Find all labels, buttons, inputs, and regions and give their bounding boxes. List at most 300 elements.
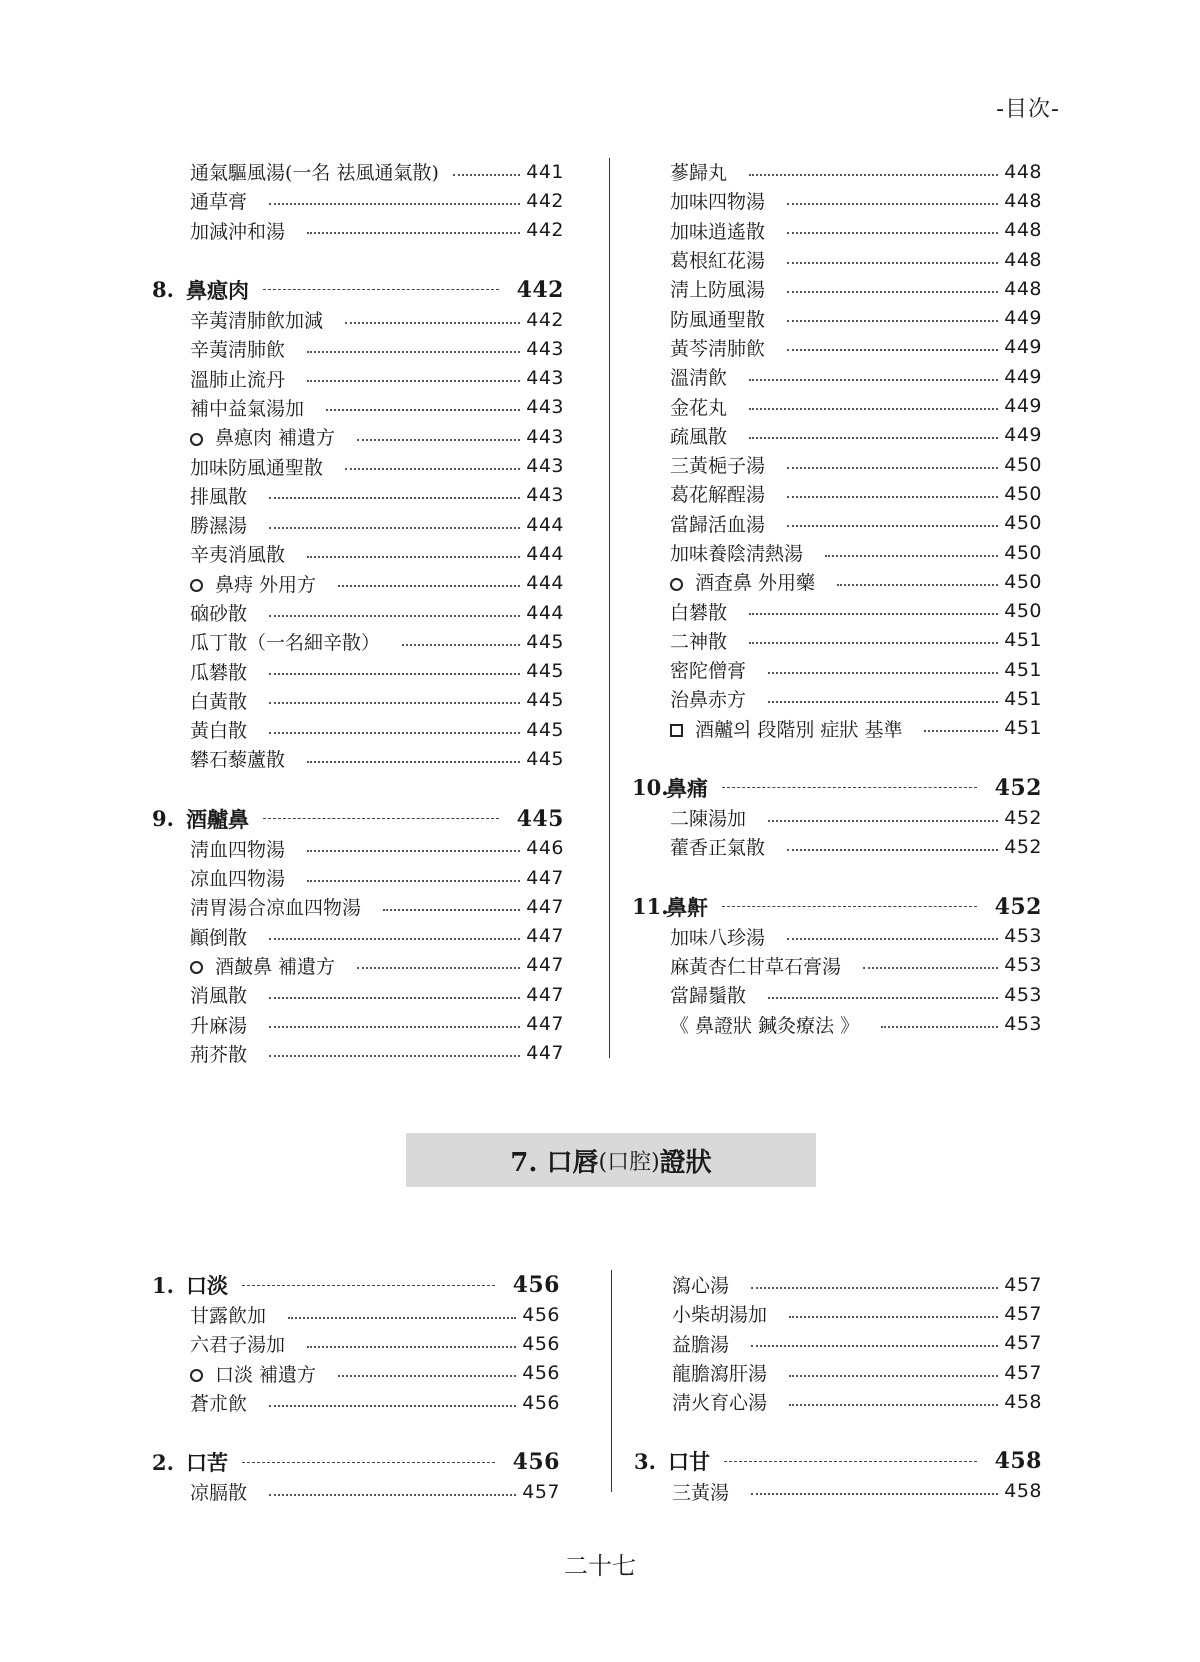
toc-entry-page: 443	[526, 455, 564, 478]
toc-entry-text: 加味四物湯	[670, 191, 766, 214]
toc-entry-text: 黃芩淸肺飮	[670, 337, 766, 360]
toc-entry-page: 447	[526, 866, 564, 889]
toc-entry	[632, 157, 1042, 186]
toc-entry	[632, 832, 1042, 861]
toc-entry-label	[152, 1478, 247, 1505]
toc-entry-text: 葛花解酲湯	[670, 484, 766, 507]
toc-entry-label	[632, 539, 803, 566]
toc-entry-page: 445	[526, 630, 564, 653]
toc-entry-page: 443	[526, 425, 564, 448]
dash-leader	[724, 1461, 977, 1462]
dot-leader	[749, 630, 998, 644]
chapter-title-suffix: 證狀	[659, 1147, 712, 1178]
toc-entry-text: 治鼻赤方	[670, 689, 747, 712]
toc-entry-text: 防風通聖散	[670, 308, 766, 331]
page-number: 二十七	[564, 1552, 636, 1580]
toc-entry-label	[632, 568, 815, 595]
toc-entry-text: 硇砂散	[190, 603, 248, 625]
toc-entry-text: 加味八珍湯	[670, 926, 766, 949]
toc-entry-page: 450	[1004, 512, 1042, 535]
dot-leader	[345, 310, 520, 324]
toc-entry	[632, 684, 1042, 713]
dot-leader	[269, 515, 520, 529]
dot-leader	[269, 720, 520, 734]
toc-entry-label	[152, 981, 247, 1008]
toc-entry	[632, 450, 1042, 479]
dot-leader	[787, 308, 998, 322]
dot-leader	[269, 1043, 520, 1057]
dash-leader	[242, 1285, 495, 1286]
toc-entry-page: 448	[1004, 189, 1042, 212]
toc-entry-label	[632, 393, 727, 420]
toc-entry-page: 448	[1004, 248, 1042, 271]
toc-entry-text: 溫肺止流丹	[190, 368, 286, 391]
toc-entry	[152, 569, 564, 598]
toc-entry-label	[152, 1040, 247, 1067]
section-page: 452	[994, 893, 1042, 920]
toc-entry	[152, 393, 564, 422]
toc-entry-label	[152, 1389, 247, 1416]
toc-column-bottom-right	[634, 1270, 1042, 1506]
dot-leader	[453, 162, 520, 176]
section-title: 口淡	[186, 1273, 228, 1298]
toc-entry-page: 443	[526, 367, 564, 390]
toc-entry	[632, 274, 1042, 303]
toc-entry-text: 排風散	[190, 485, 248, 508]
toc-entry-text: 龍膽瀉肝湯	[672, 1363, 768, 1386]
dot-leader	[357, 427, 520, 441]
toc-entry-label	[152, 511, 247, 538]
toc-entry-text: 葛根紅花湯	[670, 250, 766, 273]
dot-leader	[338, 1363, 516, 1377]
toc-entry-text: 升麻湯	[190, 1014, 248, 1037]
dot-leader	[269, 1482, 516, 1496]
toc-entry-page: 450	[1004, 570, 1042, 593]
toc-entry-page: 443	[526, 337, 564, 360]
toc-entry	[632, 186, 1042, 215]
dot-leader	[307, 368, 520, 382]
square-bullet-icon	[670, 724, 683, 737]
dot-leader	[751, 1333, 998, 1347]
dot-leader	[787, 455, 998, 469]
column-divider-bottom	[611, 1270, 612, 1492]
dot-leader	[269, 1014, 520, 1028]
dot-leader	[789, 1392, 998, 1406]
toc-entry	[634, 1476, 1042, 1505]
toc-entry-text: 酒査鼻 外用藥	[695, 572, 816, 595]
column-divider-top	[609, 158, 610, 1058]
toc-column-top-left	[152, 157, 564, 1068]
toc-entry	[152, 363, 564, 392]
toc-entry	[152, 892, 564, 921]
section-number: 3.	[634, 1448, 656, 1474]
dot-leader	[787, 191, 998, 205]
toc-entry-text: 蒼朮飮	[190, 1393, 248, 1416]
toc-entry	[152, 744, 564, 773]
toc-entry-label	[632, 833, 765, 860]
dot-leader	[307, 749, 520, 763]
dot-leader	[863, 955, 998, 969]
toc-entry-text: 淸胃湯合凉血四物湯	[190, 897, 362, 920]
dot-leader	[269, 1393, 516, 1407]
dot-leader	[357, 955, 520, 969]
toc-entry-page: 447	[526, 954, 564, 977]
toc-entry-label	[152, 952, 335, 979]
toc-section-heading	[152, 1447, 560, 1477]
toc-entry-label	[152, 335, 285, 362]
toc-entry-label	[152, 658, 247, 685]
toc-section-heading	[152, 275, 564, 305]
toc-entry-text: 通氣驅風湯(一名 祛風通氣散)	[190, 162, 439, 185]
toc-entry-text: 甘露飮加	[190, 1305, 267, 1328]
dot-leader	[787, 279, 998, 293]
toc-entry-label	[632, 627, 727, 654]
toc-entry	[634, 1270, 1042, 1299]
section-number: 8.	[152, 277, 174, 303]
toc-entry	[152, 510, 564, 539]
toc-entry	[632, 362, 1042, 391]
dot-leader	[269, 926, 520, 940]
toc-entry	[632, 567, 1042, 596]
toc-entry-label	[152, 217, 285, 244]
section-page: 456	[512, 1449, 560, 1476]
toc-entry-text: 辛荑淸肺飮	[190, 339, 286, 362]
toc-entry-page: 449	[1004, 336, 1042, 359]
toc-entry-label	[634, 1478, 729, 1505]
toc-entry	[152, 539, 564, 568]
section-title: 口甘	[668, 1449, 710, 1475]
toc-entry-text: 辛荑清肺飮加減	[190, 310, 324, 333]
toc-entry-page: 443	[526, 396, 564, 419]
dot-leader	[787, 513, 998, 527]
toc-entry-label	[632, 715, 902, 742]
dot-leader	[749, 601, 998, 615]
toc-entry-page: 451	[1004, 717, 1042, 740]
dot-leader	[749, 425, 998, 439]
toc-entry-label	[632, 923, 765, 950]
toc-entry-label	[632, 685, 746, 712]
toc-entry-label	[152, 835, 285, 862]
toc-entry-text: 三黃梔子湯	[670, 455, 766, 478]
dot-leader	[269, 485, 520, 499]
section-number: 9.	[152, 806, 174, 832]
page-header: -目次-	[996, 97, 1060, 122]
toc-entry-page: 447	[526, 983, 564, 1006]
toc-entry-label	[632, 952, 841, 979]
toc-entry-label	[632, 981, 746, 1008]
toc-entry-label	[634, 1388, 767, 1415]
toc-entry	[152, 451, 564, 480]
dot-leader	[768, 660, 998, 674]
dot-leader	[749, 367, 998, 381]
dot-leader	[881, 1014, 998, 1028]
toc-entry-text: 小柴胡湯加	[672, 1304, 768, 1327]
toc-entry-page: 442	[526, 189, 564, 212]
toc-entry	[634, 1387, 1042, 1416]
toc-entry	[632, 951, 1042, 980]
toc-entry	[632, 333, 1042, 362]
toc-section-heading	[632, 773, 1042, 803]
toc-entry-label	[152, 687, 247, 714]
toc-entry-text: 六君子湯加	[190, 1334, 286, 1357]
toc-entry-text: 補中益氣湯加	[190, 397, 305, 420]
toc-entry	[152, 627, 564, 656]
toc-entry-page: 450	[1004, 482, 1042, 505]
toc-entry-text: 礬石藜蘆散	[190, 749, 286, 772]
toc-entry-label	[632, 598, 727, 625]
dot-leader	[307, 838, 520, 852]
toc-entry	[632, 803, 1042, 832]
section-number: 2.	[152, 1449, 174, 1475]
toc-entry-label	[632, 305, 765, 332]
dot-leader	[787, 337, 998, 351]
toc-entry-page: 458	[1004, 1390, 1042, 1413]
toc-entry	[632, 479, 1042, 508]
circle-bullet-icon	[190, 1369, 203, 1382]
toc-entry	[632, 245, 1042, 274]
section-page: 458	[994, 1448, 1042, 1475]
toc-entry-label	[634, 1359, 767, 1386]
circle-bullet-icon	[190, 433, 203, 446]
toc-entry-page: 442	[526, 219, 564, 242]
toc-entry-page: 457	[522, 1480, 560, 1503]
toc-entry-text: 瓜礬散	[190, 661, 248, 684]
toc-entry-page: 447	[526, 1042, 564, 1065]
dot-leader	[269, 191, 520, 205]
toc-entry-page: 453	[1004, 954, 1042, 977]
toc-entry-text: 益膽湯	[672, 1333, 730, 1356]
toc-entry-page: 447	[526, 895, 564, 918]
toc-entry-page: 443	[526, 484, 564, 507]
dot-leader	[307, 220, 520, 234]
toc-entry-text: 麻黃杏仁甘草石膏湯	[670, 955, 842, 978]
toc-entry-label	[632, 422, 727, 449]
toc-entry-label	[152, 365, 285, 392]
toc-entry-page: 458	[1004, 1480, 1042, 1503]
toc-entry-page: 453	[1004, 925, 1042, 948]
dot-leader	[345, 456, 520, 470]
dot-leader	[924, 718, 998, 732]
toc-entry	[152, 334, 564, 363]
toc-entry-label	[634, 1300, 767, 1327]
dash-leader	[263, 818, 499, 819]
toc-entry-page: 456	[522, 1362, 560, 1385]
toc-entry	[152, 1009, 564, 1038]
toc-entry-label	[152, 306, 323, 333]
toc-entry-label	[152, 893, 361, 920]
toc-entry-text: 當歸鬚散	[670, 985, 747, 1008]
toc-entry-text: 疏風散	[670, 425, 728, 448]
toc-entry-label	[152, 482, 247, 509]
toc-entry	[152, 656, 564, 685]
section-number: 11.	[632, 894, 669, 920]
toc-entry-page: 442	[526, 308, 564, 331]
dot-leader	[269, 661, 520, 675]
toc-entry	[152, 951, 564, 980]
toc-entry-page: 449	[1004, 365, 1042, 388]
dot-leader	[749, 396, 998, 410]
toc-entry	[632, 509, 1042, 538]
toc-entry-text: 溫淸飮	[670, 367, 728, 390]
toc-entry-page: 453	[1004, 1013, 1042, 1036]
toc-entry-text: 口淡 補遺方	[215, 1363, 317, 1386]
toc-entry-text: 酒皶鼻 補遺方	[215, 955, 336, 978]
toc-entry	[632, 421, 1042, 450]
toc-entry	[152, 1039, 564, 1068]
toc-entry	[632, 626, 1042, 655]
toc-entry-page: 449	[1004, 395, 1042, 418]
toc-entry	[152, 1359, 560, 1388]
toc-entry	[152, 216, 564, 245]
toc-entry-label	[152, 1330, 285, 1357]
toc-entry-label	[632, 246, 765, 273]
dot-leader	[402, 632, 520, 646]
toc-entry-text: 二陳湯加	[670, 808, 747, 831]
toc-entry-page: 457	[1004, 1332, 1042, 1355]
toc-entry-label	[152, 599, 247, 626]
toc-entry	[632, 714, 1042, 743]
toc-entry-page: 450	[1004, 541, 1042, 564]
toc-entry-page: 456	[522, 1303, 560, 1326]
toc-entry-label	[632, 334, 765, 361]
toc-entry	[152, 157, 564, 186]
toc-entry	[632, 391, 1042, 420]
toc-entry-text: 淸血四物湯	[190, 838, 286, 861]
toc-entry-label	[632, 363, 727, 390]
toc-entry-text: 通草膏	[190, 191, 248, 214]
dash-leader	[722, 787, 977, 788]
toc-entry-page: 451	[1004, 658, 1042, 681]
dot-leader	[789, 1363, 998, 1377]
toc-entry-text: 荊芥散	[190, 1043, 248, 1066]
toc-entry	[152, 1477, 560, 1506]
chapter-title-main: 7. 口唇	[510, 1147, 599, 1178]
dot-leader	[789, 1304, 998, 1318]
toc-entry-label	[152, 423, 335, 450]
section-title: 酒齇鼻	[186, 806, 249, 832]
section-title: 鼻鼾	[666, 894, 708, 920]
dot-leader	[768, 985, 998, 999]
toc-entry-text: 淸上防風湯	[670, 279, 766, 302]
toc-entry-label	[152, 1360, 316, 1387]
toc-entry	[634, 1329, 1042, 1358]
dash-leader	[242, 1462, 495, 1463]
toc-entry-text: 白礬散	[670, 601, 728, 624]
section-page: 445	[516, 805, 564, 832]
chapter-title-sub: (口腔)	[598, 1149, 660, 1175]
toc-entry	[152, 980, 564, 1009]
toc-entry	[632, 922, 1042, 951]
dot-leader	[787, 484, 998, 498]
toc-entry-page: 456	[522, 1391, 560, 1414]
toc-entry-label	[632, 510, 765, 537]
toc-entry	[632, 596, 1042, 625]
toc-entry-page: 448	[1004, 277, 1042, 300]
section-number: 10.	[632, 775, 669, 801]
toc-entry-page: 450	[1004, 600, 1042, 623]
toc-entry-text: 金花丸	[670, 396, 728, 419]
toc-entry-label	[152, 453, 323, 480]
toc-entry-text: 鼻痔 外用方	[215, 573, 317, 596]
dot-leader	[749, 162, 998, 176]
toc-section-heading	[632, 892, 1042, 922]
dot-leader	[787, 926, 998, 940]
toc-entry-text: 淸火育心湯	[672, 1392, 768, 1415]
toc-entry-page: 448	[1004, 219, 1042, 242]
toc-entry-label	[634, 1330, 729, 1357]
toc-entry	[152, 834, 564, 863]
toc-entry	[632, 303, 1042, 332]
toc-entry-page: 452	[1004, 806, 1042, 829]
dot-leader	[787, 837, 998, 851]
toc-entry-text: 白黃散	[190, 690, 248, 713]
toc-section-heading	[152, 804, 564, 834]
circle-bullet-icon	[670, 578, 683, 591]
toc-entry	[634, 1358, 1042, 1387]
toc-entry-label	[152, 158, 439, 185]
dot-leader	[837, 572, 998, 586]
toc-entry-page: 452	[1004, 835, 1042, 858]
toc-column-top-right	[632, 157, 1042, 1039]
toc-entry-page: 451	[1004, 687, 1042, 710]
dot-leader	[825, 543, 998, 557]
toc-entry-label	[632, 1011, 859, 1038]
dot-leader	[751, 1275, 998, 1289]
section-page: 452	[994, 774, 1042, 801]
toc-entry-text: 瀉心湯	[672, 1275, 730, 1298]
toc-entry	[152, 1329, 560, 1358]
toc-entry	[152, 922, 564, 951]
dot-leader	[338, 573, 520, 587]
toc-entry-page: 446	[526, 837, 564, 860]
section-title: 鼻瘜肉	[186, 277, 249, 303]
toc-entry-label	[152, 628, 380, 655]
dot-leader	[751, 1481, 998, 1495]
toc-entry-label	[152, 864, 285, 891]
toc-entry	[152, 598, 564, 627]
dash-leader	[263, 289, 499, 290]
toc-entry-label	[152, 923, 247, 950]
toc-entry-text: 《 鼻證狀 鍼灸療法 》	[670, 1014, 860, 1037]
toc-entry-label	[632, 656, 746, 683]
toc-entry-text: 加味逍遙散	[670, 220, 766, 243]
toc-entry-label	[632, 451, 765, 478]
toc-entry-text: 二神散	[670, 630, 728, 653]
toc-entry-text: 當歸活血湯	[670, 513, 766, 536]
toc-section-heading	[634, 1446, 1042, 1476]
toc-entry-text: 黃白散	[190, 720, 248, 743]
toc-entry-page: 453	[1004, 983, 1042, 1006]
dot-leader	[307, 339, 520, 353]
toc-entry-page: 444	[526, 542, 564, 565]
toc-entry-label	[632, 187, 765, 214]
dot-leader	[269, 603, 520, 617]
toc-entry-text: 消風散	[190, 985, 248, 1008]
toc-entry-page: 447	[526, 925, 564, 948]
toc-entry-page: 457	[1004, 1361, 1042, 1384]
toc-entry	[152, 186, 564, 215]
toc-entry-page: 449	[1004, 307, 1042, 330]
dot-leader	[768, 689, 998, 703]
toc-entry-page: 444	[526, 513, 564, 536]
section-page: 456	[512, 1272, 560, 1298]
dot-leader	[768, 808, 998, 822]
toc-entry	[152, 481, 564, 510]
toc-entry-text: 瓜丁散（一名細辛散）	[190, 632, 381, 655]
section-title: 鼻痛	[666, 775, 708, 801]
toc-entry	[632, 216, 1042, 245]
toc-entry-text: 凉血四物湯	[190, 868, 286, 891]
